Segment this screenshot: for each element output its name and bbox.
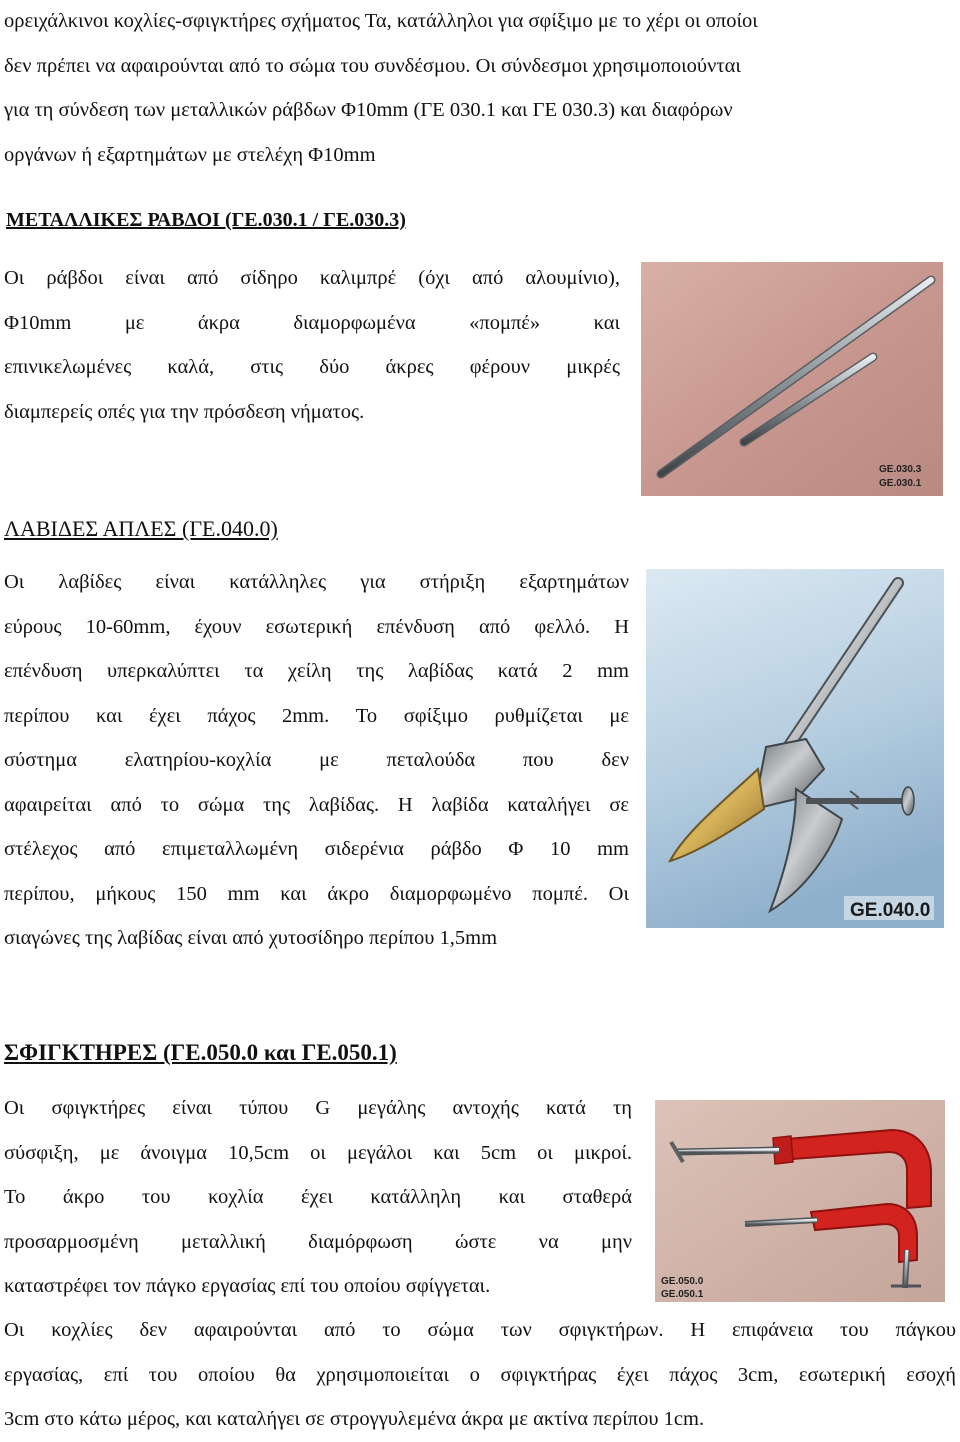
text-line: διαμπερείς οπές για την πρόσδεση νήματος. <box>4 400 365 423</box>
text-line: σύσφιξη, με άνοιγμα 10,5cm οι μεγάλοι και 5cm οι μικροί. <box>4 1141 632 1164</box>
text-line: Οι ράβδοι είναι από σίδηρο καλιμπρέ (όχι από αλουμίνιο), <box>4 267 620 289</box>
text-line: προσαρμοσμένη μεταλλική διαμόρφωση ώστε να μην <box>4 1230 632 1253</box>
text-line: στέλεχος από επιμεταλλωμένη σιδερένια ράβδο Φ 10 mm <box>4 838 629 860</box>
text-line: για τη σύνδεση των μεταλλικών ράβδων Φ10mm (ΓΕ 030.1 και ΓΕ 030.3) και διαφόρων <box>4 99 733 121</box>
text-line: περίπου και έχει πάχος 2mm. Το σφίξιμο ρυθμίζεται με <box>4 704 629 727</box>
g-clamps-image-label: GE.050.1 <box>661 1289 704 1300</box>
clamp-image-label: GE.040.0 <box>850 900 931 921</box>
rods-heading: ΜΕΤΑΛΛΙΚΕΣ ΡΑΒΔΟΙ (ΓΕ.030.1 / ΓΕ.030.3) <box>6 209 406 231</box>
g-clamps-paragraph <box>4 1086 632 1309</box>
text-line: Οι λαβίδες είναι κατάλληλες για στήριξη εξαρτημάτων <box>4 571 629 593</box>
text-line: Οι σφιγκτήρες είναι τύπου G μεγάλης αντοχής κατά τη <box>4 1097 632 1119</box>
text-line: Οι κοχλίες δεν αφαιρούνται από το σώμα των σφιγκτήρων. Η επιφάνεια του πάγκου <box>4 1319 956 1341</box>
g-clamps-image-label: GE.050.0 <box>661 1276 704 1287</box>
rods-photo <box>641 262 943 496</box>
text-line: ορειχάλκινοι κοχλίες-σφιγκτήρες σχήματος Τα, κατάλληλοι για σφίξιμο με το χέρι οι οποίοι <box>4 10 758 32</box>
rods-image-label: GE.030.3 <box>879 464 922 475</box>
text-line: σύστημα ελατηρίου-κοχλία με πεταλούδα που δεν <box>4 749 629 771</box>
g-clamps-photo <box>655 1100 945 1302</box>
rods-image-label: GE.030.1 <box>879 478 922 489</box>
text-line: επινικελωμένες καλά, στις δύο άκρες φέρουν μικρές <box>4 356 620 378</box>
text-line: δεν πρέπει να αφαιρούνται από το σώμα του συνδέσμου. Οι σύνδεσμοι χρησιμοποιούνται <box>4 54 741 77</box>
text-line: 3cm στο κάτω μέρος, και καταλήγει σε στρογγυλεμένα άκρα με ακτίνα περίπου 1cm. <box>4 1408 705 1430</box>
text-line: αφαιρείται από το σώμα της λαβίδας. Η λαβίδα καταλήγει σε <box>4 793 629 816</box>
text-line: Το άκρο του κοχλία έχει κατάλληλη και σταθερά <box>4 1186 632 1208</box>
g-clamps-continuation <box>4 1308 956 1442</box>
text-line: επένδυση υπερκαλύπτει τα χείλη της λαβίδας κατά 2 mm <box>4 660 629 682</box>
text-line: εύρους 10-60mm, έχουν εσωτερική επένδυση από φελλό. Η <box>4 615 629 638</box>
text-line: Φ10mm με άκρα διαμορφωμένα «πομπέ» και <box>4 311 620 334</box>
text-line: οργάνων ή εξαρτημάτων με στελέχη Φ10mm <box>4 143 376 166</box>
text-line: σιαγώνες της λαβίδας είναι από χυτοσίδηρο περίπου 1,5mm <box>4 927 498 949</box>
g-clamps-heading: ΣΦΙΓΚΤΗΡΕΣ (ΓΕ.050.0 και ΓΕ.050.1) <box>4 1040 397 1065</box>
clamps-heading: ΛΑΒΙΔΕΣ ΑΠΛΕΣ (ΓΕ.040.0) <box>4 516 278 541</box>
text-line: καταστρέφει τον πάγκο εργασίας επί του οποίου σφίγγεται. <box>4 1275 491 1297</box>
text-line: περίπου, μήκους 150 mm και άκρο διαμορφωμένο πομπέ. Οι <box>4 882 629 905</box>
rods-paragraph <box>4 256 620 434</box>
intro-paragraph <box>4 0 956 177</box>
clamp-photo <box>646 569 944 928</box>
clamps-paragraph <box>4 560 629 961</box>
text-line: εργασίας, επί του οποίου θα χρησιμοποιείται ο σφιγκτήρας έχει πάχος 3cm, εσωτερική εσοχή <box>4 1363 956 1386</box>
